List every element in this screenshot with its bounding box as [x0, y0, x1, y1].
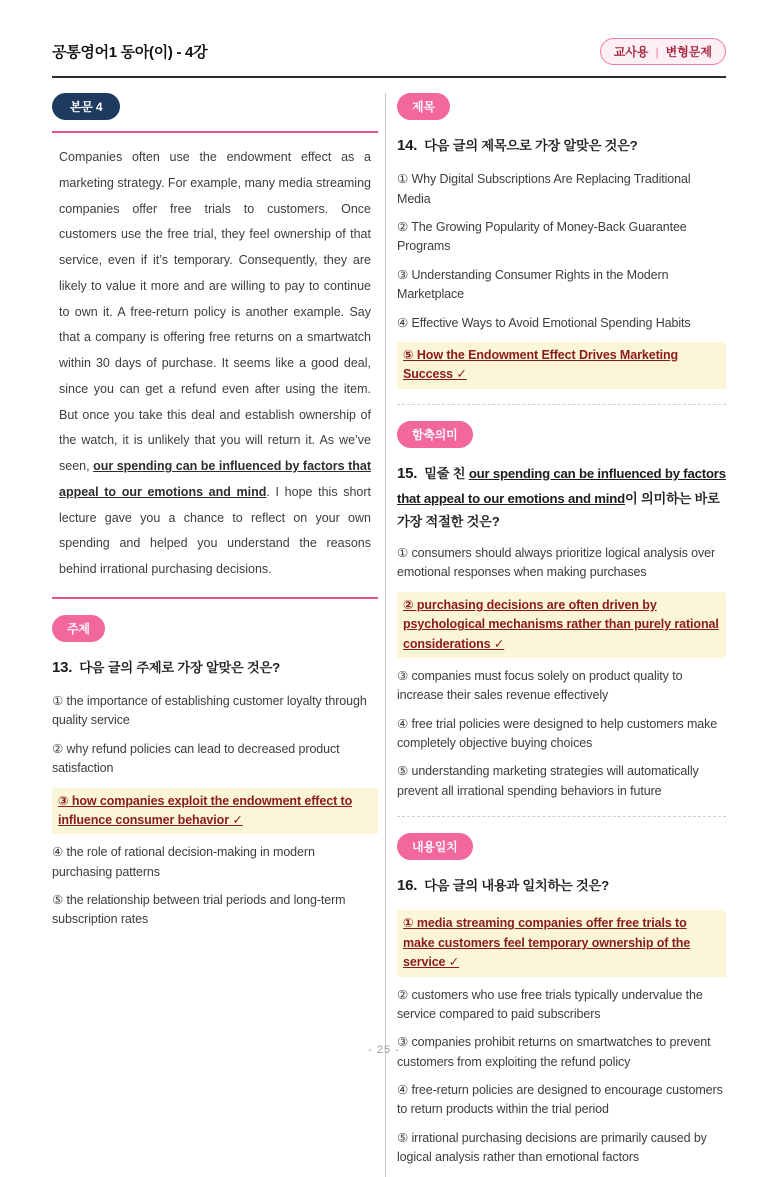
answer-option: ③ companies prohibit returns on smartwatches to prevent customers from exploiting the refund policy — [397, 1035, 711, 1069]
correct-answer-option: ③ how companies exploit the endowment effect to influence consumer behavior ✓ — [52, 788, 378, 835]
answer-option: ④ free trial policies were designed to help customers make completely objective buying choices — [397, 716, 718, 751]
question-title — [397, 133, 726, 159]
question-prompt: 다음 글의 제목으로 가장 알맞은 것은? — [424, 138, 638, 153]
answer-option: ③ Understanding Consumer Rights in the Modern Marketplace — [397, 267, 669, 302]
dashed-separator — [397, 816, 726, 817]
answer-option: ③ companies must focus solely on product quality to increase their sales revenue effectively — [397, 668, 683, 703]
correct-answer-option: ⑤ How the Endowment Effect Drives Marketing Success ✓ — [397, 342, 726, 389]
question-prompt: 다음 글의 내용과 일치하는 것은? — [424, 878, 609, 894]
answer-option: ④ free-return policies are designed to encourage customers to return products within the trial period — [397, 1083, 723, 1117]
question-prompt-prefix: 밑줄 친 — [424, 465, 469, 481]
answer-option: ② customers who use free trials typically undervalue the service compared to paid subscribers — [397, 987, 703, 1021]
teacher-edition-badge — [600, 38, 726, 65]
answer-options — [397, 910, 726, 1167]
answer-option: ① the importance of establishing customer loyalty through quality service — [52, 694, 367, 728]
question-prompt: 다음 글의 주제로 가장 알맞은 것은? — [79, 659, 280, 675]
question-title — [52, 655, 378, 681]
right-column — [386, 93, 726, 1177]
answer-options — [397, 170, 726, 388]
reading-passage — [52, 131, 378, 599]
answer-options — [397, 544, 726, 801]
dashed-separator — [397, 404, 726, 405]
question-prompt-suffix: 이 의미하는 바로 가장 적절한 것은? — [397, 490, 720, 529]
correct-answer-option: ① media streaming companies offer free trials to make customers feel temporary ownership of the service ✓ — [397, 910, 726, 976]
answer-option: ① Why Digital Subscriptions Are Replacing Traditional Media — [397, 172, 691, 206]
passage-text-before: Companies often use the endowment effect as a marketing strategy. For example, many media streaming companies offer free trials to customers. Once customers use the free trial, they feel ownership of that service, even if it’s temporary. Consequently, they are likely to value it more and are willing to pay to continue to own it. A free-return policy is another example. Say that a company is offering free returns on a smartwatch within 30 days of purchase. It seems like a good deal, since you can get a refund even after using the item. But once you take this deal and establish ownership of the watch, it is unlikely that you will return it. As we’ve seen, — [59, 150, 371, 473]
question-13 — [52, 615, 378, 930]
variant-problems-label: 변형문제 — [665, 45, 712, 59]
two-column-layout — [52, 93, 726, 1177]
question-title — [397, 873, 726, 899]
correct-answer-option: ② purchasing decisions are often driven by psychological mechanisms rather than purely rational considerations ✓ — [397, 592, 726, 658]
answer-option: ⑤ understanding marketing strategies will automatically prevent all irrational spending behaviors in future — [397, 764, 699, 798]
question-title — [397, 461, 726, 533]
passage-section-badge: 본문 4 — [52, 93, 120, 120]
page-title: 공통영어1 동아(이) - 4강 — [52, 44, 208, 61]
answer-option: ⑤ the relationship between trial periods and long-term subscription rates — [52, 893, 346, 927]
page-header — [52, 38, 726, 65]
teacher-badge-label: 교사용 — [613, 45, 649, 59]
answer-option: ① consumers should always prioritize logical analysis over emotional responses when making purchases — [397, 546, 716, 580]
question-type-badge: 함축의미 — [397, 421, 473, 448]
badge-separator: | — [655, 44, 659, 59]
question-16 — [397, 833, 726, 1167]
question-number: 13. — [52, 658, 73, 676]
question-type-badge: 제목 — [397, 93, 450, 120]
question-14 — [397, 93, 726, 389]
passage-text-after: . I hope this short lecture gave you a chance to reflect on your own spending and helped you understand the reasons behind irrational purchasing decisions. — [59, 484, 372, 576]
question-15 — [397, 421, 726, 802]
underlined-phrase: our spending can be influenced by factors that appeal to our emotions and mind — [59, 459, 371, 499]
answer-option: ④ Effective Ways to Avoid Emotional Spending Habits — [397, 315, 691, 330]
answer-option: ④ the role of rational decision-making in modern purchasing patterns — [52, 845, 315, 879]
header-rule — [52, 76, 726, 78]
left-column — [52, 93, 378, 1177]
question-type-badge: 내용일치 — [397, 833, 473, 860]
question-type-badge: 주제 — [52, 615, 105, 642]
answer-option: ② The Growing Popularity of Money-Back Guarantee Programs — [397, 220, 687, 254]
question-prompt-underlined-phrase: our spending can be influenced by factors that appeal to our emotions and mind — [397, 465, 726, 506]
question-number: 15. — [397, 464, 418, 482]
answer-option: ⑤ irrational purchasing decisions are primarily caused by logical analysis rather than emotional factors — [397, 1130, 707, 1165]
answer-option: ② why refund policies can lead to decreased product satisfaction — [52, 741, 340, 776]
answer-options — [52, 692, 378, 930]
question-number: 14. — [397, 137, 418, 154]
question-number: 16. — [397, 877, 418, 895]
page-number: - 25 - — [368, 1044, 400, 1056]
